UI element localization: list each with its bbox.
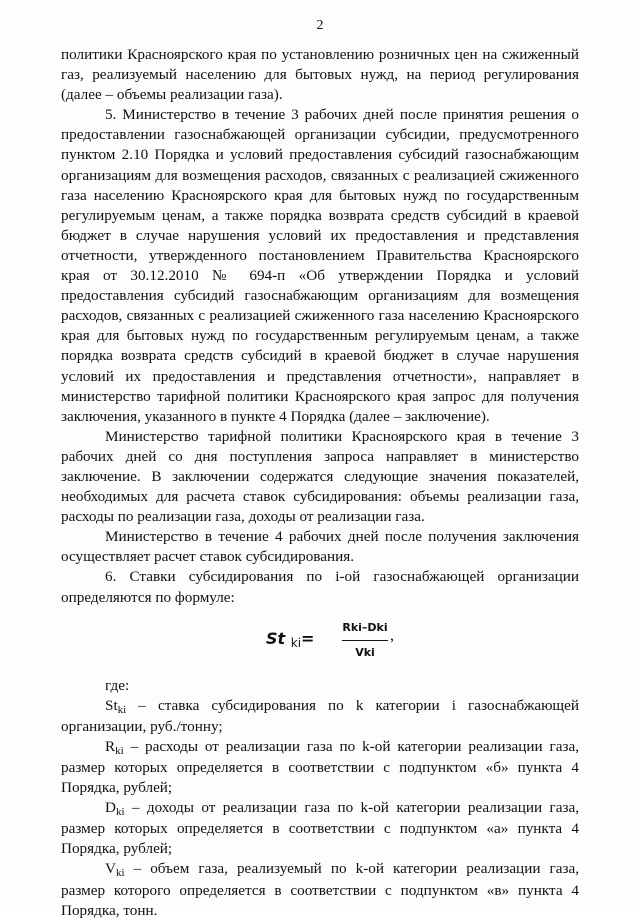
document-body bbox=[61, 45, 579, 921]
definition-d: Dki – доходы от реализации газа по k-ой категории реализации газа, размер которых определяется в соответствии с подпунктом «а» пункта 4 Порядка, рублей; bbox=[61, 799, 579, 858]
paragraph-calculation: Министерство в течение 4 рабочих дней после получения заключения осуществляет расчет ставок субсидирования. bbox=[61, 528, 579, 566]
formula-lhs: St ki= bbox=[266, 628, 315, 650]
paragraph-item-6: 6. Ставки субсидирования по i-ой газоснабжающей организации определяются по формуле: bbox=[61, 568, 579, 606]
formula-numerator: Rki–Dki bbox=[342, 618, 388, 641]
paragraph-item-5: 5. Министерство в течение 3 рабочих дней после принятия решения о предоставлении газоснабжающей организации субсидии, предусмотренного пунктом 2.10 Порядка и условий предоставления субсидий газоснабжающим организациям для возмещения расходов, связанных с реализацией сжиженного газа населению Красноярского края для бытовых нужд по государственным регулируемым ценам, а также порядка возврата средств субсидий в краевой бюджет в случае нарушения условий их предоставления и представления отчетности, утвержденного постановлением Правительства Красноярского края от 30.12.2010 № 694-п «Об утверждении Порядка и условий предоставления субсидий газоснабжающим организациям для возмещения расходов, связанных с реализацией сжиженного газа населению Красноярского края для бытовых нужд по государственным регулируемым ценам, а также порядка возврата средств субсидий в краевой бюджет в случае нарушения условий их предоставления и представления отчетности», направляет в министерство тарифной политики Красноярского края запрос для получения заключения, указанного в пункте 4 Порядка (далее – заключение). bbox=[61, 106, 579, 425]
paragraph-tariff-ministry: Министерство тарифной политики Красноярского края в течение 3 рабочих дней со дня поступления запроса направляет в министерство заключение. В заключении содержатся следующие значения показателей, необходимых для расчета ставок субсидирования: объемы реализации газа, расходы по реализации газа, доходы от реализации газа. bbox=[61, 427, 579, 526]
subsidy-rate-formula bbox=[61, 614, 579, 672]
formula-fraction bbox=[342, 618, 388, 663]
where-label: где: bbox=[105, 676, 130, 694]
definition-r: Rki – расходы от реализации газа по k-ой категории реализации газа, размер которых определяется в соответствии с подпунктом «б» пункта 4 Порядка, рублей; bbox=[61, 737, 579, 797]
formula-comma: , bbox=[390, 626, 394, 644]
definition-v: Vki – объем газа, реализуемый по k-ой категории реализации газа, размер которого определяется в соответствии с подпунктом «в» пункта 4 Порядка, тонн. bbox=[61, 860, 579, 919]
page-number: 2 bbox=[316, 18, 324, 33]
formula-denominator: Vki bbox=[355, 645, 375, 659]
paragraph-continuation: политики Красноярского края по установлению розничных цен на сжиженный газ, реализуемый населению для бытовых нужд, на период регулирования (далее – объемы реализации газа). bbox=[61, 46, 579, 104]
definition-st: Stki – ставка субсидирования по k категории i газоснабжающей организации, руб./тонну; bbox=[61, 696, 579, 735]
